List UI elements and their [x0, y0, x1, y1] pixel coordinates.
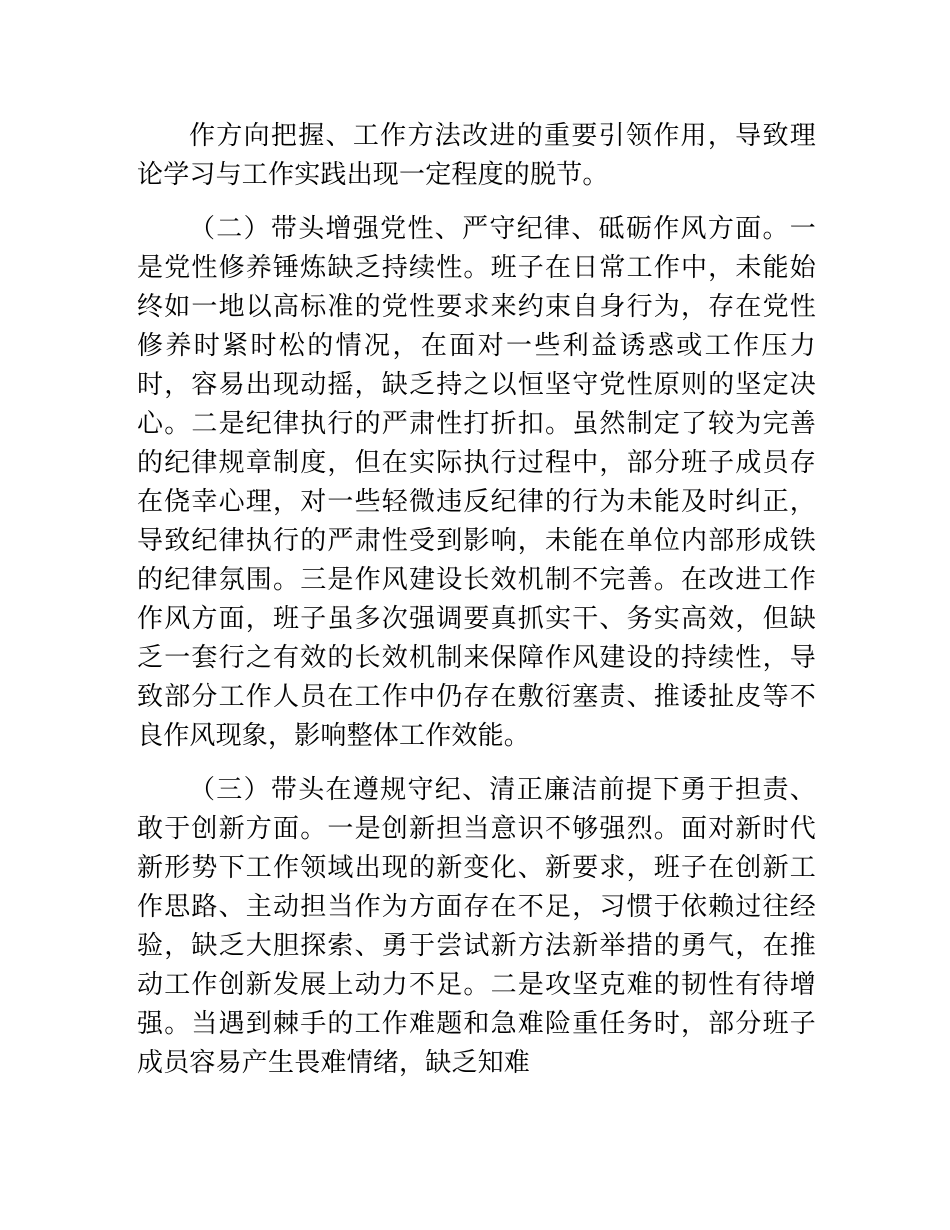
paragraph-section-2: （二）带头增强党性、严守纪律、砥砺作风方面。一是党性修养锤炼缺乏持续性。班子在日常工作中，未能始终如一地以高标准的党性要求来约束自身行为，存在党性修养时紧时松的情况，在面对一些利益诱惑或工作压力时，容易出现动摇，缺乏持之以恒坚守党性原则的坚定决心。二是纪律执行的严肃性打折扣。虽然制定了较为完善的纪律规章制度，但在实际执行过程中，部分班子成员存在侥幸心理，对一些轻微违反纪律的行为未能及时纠正，导致纪律执行的严肃性受到影响，未能在单位内部形成铁的纪律氛围。三是作风建设长效机制不完善。在改进工作作风方面，班子虽多次强调要真抓实干、务实高效，但缺乏一套行之有效的长效机制来保障作风建设的持续性，导致部分工作人员在工作中仍存在敷衍塞责、推诿扯皮等不良作风现象，影响整体工作效能。: [137, 213, 816, 750]
paragraph-continuation: 作方向把握、工作方法改进的重要引领作用，导致理论学习与工作实践出现一定程度的脱节。: [137, 120, 816, 189]
paragraph-section-3: （三）带头在遵规守纪、清正廉洁前提下勇于担责、敢于创新方面。一是创新担当意识不够强烈。面对新时代新形势下工作领域出现的新变化、新要求，班子在创新工作思路、主动担当作为方面存在不足，习惯于依赖过往经验，缺乏大胆探索、勇于尝试新方法新举措的勇气，在推动工作创新发展上动力不足。二是攻坚克难的韧性有待增强。当遇到棘手的工作难题和急难险重任务时，部分班子成员容易产生畏难情绪，缺乏知难: [137, 774, 816, 1077]
